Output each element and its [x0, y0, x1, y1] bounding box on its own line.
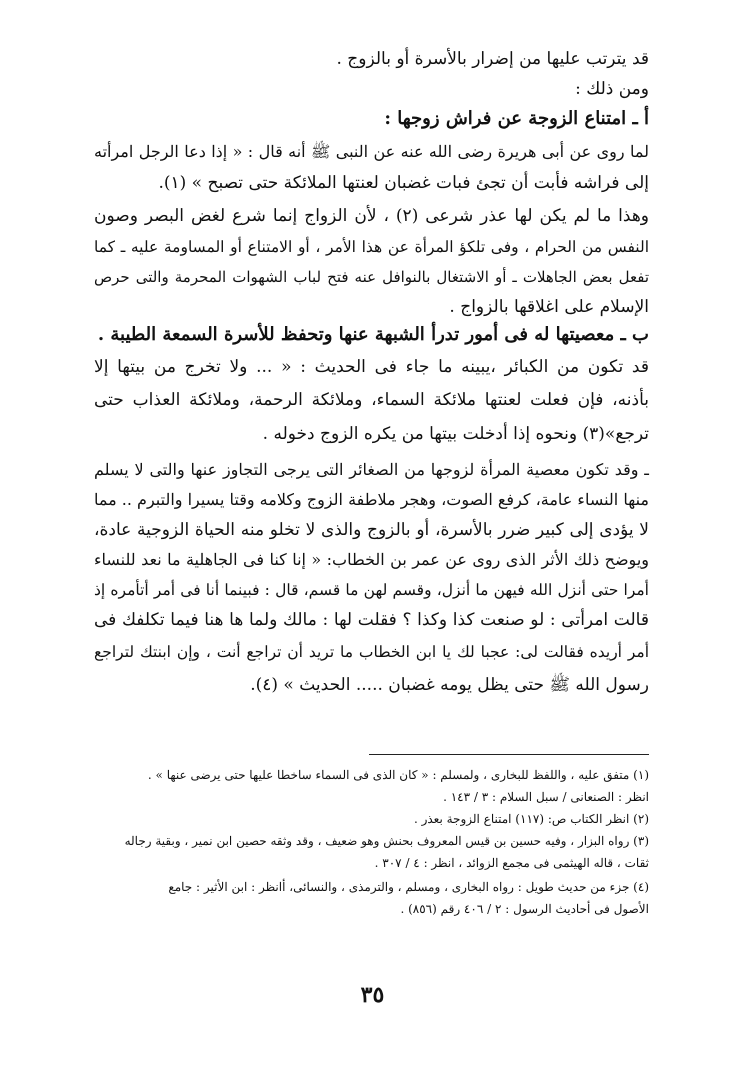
body-line: رسول الله ﷺ حتى يظل يومه غضبان ..... الحديث » (٤). [250, 675, 649, 695]
body-line: تفعل بعض الجاهلات ـ أو الاشتغال بالنوافل عنه فتح لباب الشهوات المحرمة والتى حرص [94, 268, 649, 286]
body-line: ترجع»(٣) ونحوه إذا أدخلت بيتها من يكره الزوج دخوله . [262, 424, 649, 444]
footnote-line: انظر : الصنعانى / سبل السلام : ٣ / ١٤٣ . [443, 790, 649, 804]
body-line: إلى فراشه فأبت أن تجئ فبات غضبان لعنتها الملائكة حتى تصبح » (١). [158, 173, 649, 193]
section-heading-a: أ ـ امتناع الزوجة عن فراش زوجها : [384, 108, 649, 129]
page-number: ٣٥ [360, 982, 385, 1008]
body-line: ومن ذلك : [575, 79, 649, 99]
body-line: أمر أريده فقالت لى: عجبا لك يا ابن الخطاب ما تريد أن تراجع أنت ، وإن ابنتك لتراجع [94, 643, 649, 661]
body-line: لا يؤدى إلى كبير ضرر بالأسرة، أو بالزوج والذى لا تخلو منه الحياة الزوجية عادة، [94, 520, 650, 540]
body-line: أمرا حتى أنزل الله فيهن ما أنزل، وقسم لهن ما قسم، قال : فبينما أنا فى أمر أتأمره إذ [94, 581, 649, 599]
footnote-line: (٤) جزء من حديث طويل : رواه البخارى ، ومسلم ، والترمذى ، والنسائى، أانظر : ابن الأثير : جامع [168, 880, 649, 894]
body-line: قد يترتب عليها من إضرار بالأسرة أو بالزوج . [336, 49, 649, 69]
footnote-line: (٣) رواه البزار ، وفيه حسين بن قيس المعروف بحنش وهو ضعيف ، وقد وثقه حصين ابن نمير ، وبقية رجاله [124, 834, 649, 848]
body-line: قد تكون من الكبائر ،يبينه ما جاء فى الحديث : « ... ولا تخرج من بيتها إلا [94, 357, 649, 377]
body-line: قالت امرأتى : لو صنعت كذا وكذا ؟ فقلت لها : مالك ولما ها هنا فيما تكلفك فى [94, 610, 649, 630]
body-line: منها النساء عامة، كرفع الصوت، وهجر ملاطفة الزوج وكلامه وقتا يسيرا والتبرم .. مما [94, 490, 649, 509]
body-line: وهذا ما لم يكن لها عذر شرعى (٢) ، لأن الزواج إنما شرع لغض البصر وصون [94, 206, 649, 226]
section-heading-b: ب ـ معصيتها له فى أمور تدرأ الشبهة عنها وتحفظ للأسرة السمعة الطيبة . [97, 324, 649, 345]
body-line: ويوضح ذلك الأثر الذى روى عن عمر بن الخطاب: « إنا كنا فى الجاهلية ما نعد للنساء [94, 550, 649, 569]
body-line: لما روى عن أبى هريرة رضى الله عنه عن النبى ﷺ أنه قال : « إذا دعا الرجل امرأته [94, 142, 649, 161]
body-line: النفس من الحرام ، وفى تلكؤ المرأة عن هذا الأمر ، أو الامتناع أو المساومة عليه ـ كما [94, 238, 649, 256]
footnote-line: الأصول فى أحاديث الرسول : ٢ / ٤٠٦ رقم (٨٥٦) . [400, 902, 649, 916]
body-line: بأذنه، فإن فعلت لعنتها ملائكة السماء، وملائكة الرحمة، وملائكة العذاب حتى [94, 390, 649, 410]
body-line: الإسلام على اغلاقها بالزواج . [449, 297, 649, 317]
footnote-divider [369, 754, 649, 755]
footnote-line: ثقات ، قاله الهيثمى فى مجمع الزوائد ، انظر : ٤ / ٣٠٧ . [374, 856, 649, 870]
body-line: ـ وقد تكون معصية المرأة لزوجها من الصغائر التى يرجى التجاوز عنها والتى لا يسلم [94, 460, 649, 479]
footnote-line: (٢) انظر الكتاب ص: (١١٧) امتناع الزوجة بعذر . [413, 812, 649, 826]
footnote-line: (١) متفق عليه ، واللفظ للبخارى ، ولمسلم : « كان الذى فى السماء ساخطا عليها حتى يرضى عنها » . [147, 768, 649, 782]
